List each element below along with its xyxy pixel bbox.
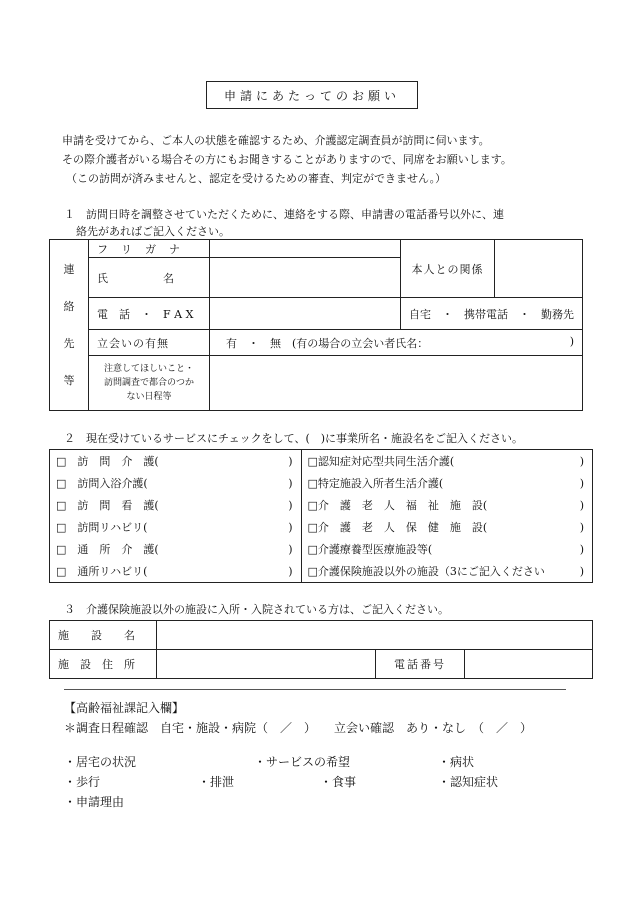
intro-line: （この訪問が済みませんと、認定を受けるための審査、判定ができません。） [66,172,447,185]
contact-table [49,239,583,411]
check-item: ・排泄 [198,775,235,789]
section2-heading: ２ 現在受けているサービスにチェックをして、( )に事業所名・施設名をご記入ください。 [64,432,524,445]
intro-line: その際介護者がいる場合その方にもお聞きすることがありますので、同席をお願いします。 [62,153,512,166]
service-right-close: ) [579,542,584,556]
check-item: ・居宅の状況 [64,755,137,769]
relation-label: 本人との関係 [401,240,495,298]
attendee-close: ) [569,334,574,348]
page-title: 申請にあたってのお願い [206,81,418,109]
divider [64,689,566,690]
services-table [49,449,593,583]
phone-label: 電 話 ・ F A X [89,298,210,330]
phone-field[interactable] [210,298,401,330]
intro-text [62,131,582,188]
service-left-close: ) [288,542,293,556]
service-left-close: ) [288,520,293,534]
check-item: ・申請理由 [64,795,125,809]
phone-type-options[interactable]: 自宅 ・ 携帯電話 ・ 勤務先 [401,298,583,330]
service-right[interactable]: □介 護 老 人 福 祉 施 設( [301,494,558,516]
facility-address-label: 施 設 住 所 [50,650,157,679]
furigana-field[interactable] [210,240,401,258]
vertical-char: 先 [63,337,75,350]
facility-address-field[interactable] [157,650,376,679]
service-right-close: ) [579,498,584,512]
check-item: ・病状 [438,755,475,769]
service-right[interactable]: □特定施設入所者生活介護( [301,472,558,494]
office-title: 【高齢福祉課記入欄】 [64,701,185,715]
service-right[interactable]: □介護療養型医療施設等( [301,538,558,560]
office-schedule: ＊調査日程確認 自宅・施設・病院（ ／ ） 立会い確認 あり・なし （ ／ ） [64,721,533,735]
section1-heading-line: 絡先があればご記入ください。 [76,225,230,238]
facility-name-field[interactable] [157,621,593,650]
facility-name-label: 施 設 名 [50,621,157,650]
service-left-close: ) [288,564,293,578]
section1-heading-line: １ 訪問日時を調整させていただくために、連絡をする際、申請書の電話番号以外に、連 [64,208,504,221]
notes-label-line: ない日程等 [126,392,172,402]
notes-label-line: 注意してほしいこと・ [103,364,194,374]
furigana-label: フ リ ガ ナ [89,240,210,258]
vertical-char: 等 [63,374,75,387]
service-left[interactable]: □ 訪 問 看 護( [56,499,159,512]
service-right[interactable]: □介 護 老 人 保 健 施 設( [301,516,558,538]
check-item: ・サービスの希望 [254,755,351,769]
phone-number-label: 電話番号 [376,650,465,679]
intro-line: 申請を受けてから、ご本人の状態を確認するため、介護認定調査員が訪問に伺います。 [62,134,490,147]
check-item: ・歩行 [64,775,101,789]
section1-heading [64,206,504,240]
service-right-close: ) [579,564,584,578]
office-section [64,698,532,738]
service-left-close: ) [288,454,293,468]
notes-label [89,356,210,411]
section3-heading: ３ 介護保険施設以外の施設に入所・入院されている方は、ご記入ください。 [64,603,449,616]
service-left[interactable]: □ 訪 問 介 護( [56,455,159,468]
service-left[interactable]: □ 訪問入浴介護( [56,477,148,490]
service-right-close: ) [579,476,584,490]
contact-vertical-label [50,240,89,411]
service-right[interactable]: □介護保険施設以外の施設（3にご記入ください [301,560,558,583]
service-left[interactable]: □ 訪問リハビリ( [56,521,148,534]
vertical-char: 連 [63,263,75,276]
service-right-close: ) [579,454,584,468]
attendee-label: 立会いの有無 [89,330,210,356]
name-field[interactable] [210,258,401,298]
service-right-close: ) [579,520,584,534]
name-label: 氏 名 [89,258,210,298]
check-item: ・認知症状 [438,775,499,789]
notes-label-line: 訪問調査で都合のつか [103,378,194,388]
vertical-char: 絡 [63,300,75,313]
phone-number-field[interactable] [465,650,593,679]
service-left[interactable]: □ 通所リハビリ( [56,565,148,578]
attendee-field[interactable] [210,330,583,356]
facility-table [49,620,593,679]
service-left[interactable]: □ 通 所 介 護( [56,543,159,556]
notes-field[interactable] [210,356,583,411]
check-item: ・食事 [320,775,357,789]
service-left-close: ) [288,476,293,490]
service-right[interactable]: □認知症対応型共同生活介護( [301,450,558,473]
service-left-close: ) [288,498,293,512]
relation-field[interactable] [495,240,583,298]
attendee-options: 有 ・ 無 (有の場合の立会い者氏名： [226,336,429,350]
